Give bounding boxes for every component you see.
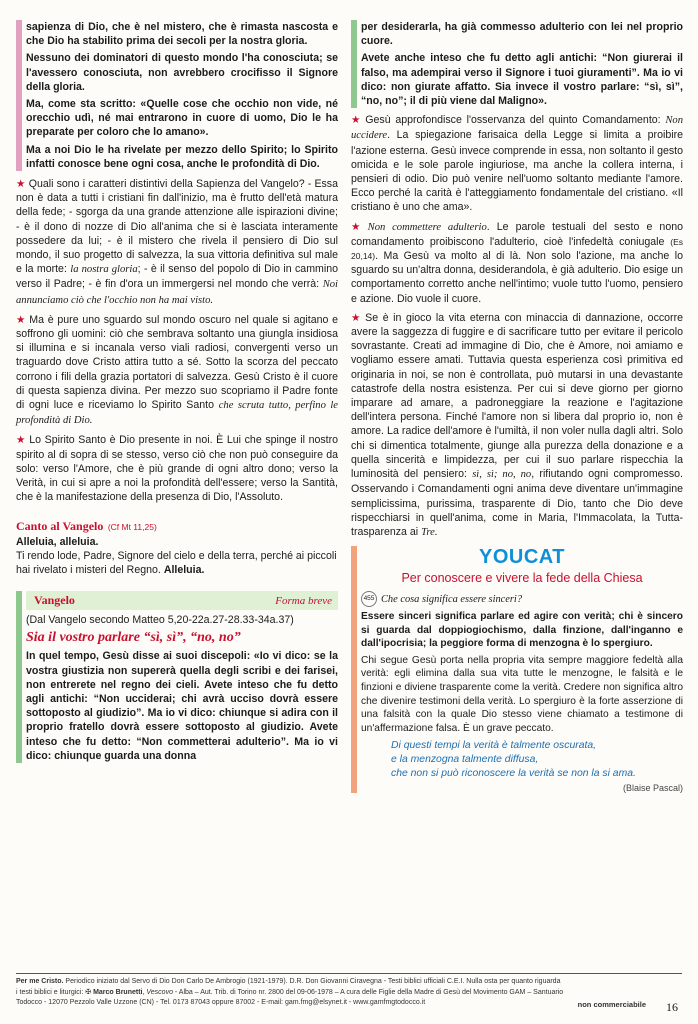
- forma-breve-label: Forma breve: [275, 595, 332, 608]
- right-column: [351, 20, 683, 793]
- commentary-paragraph: ★ Lo Spirito Santo è Dio presente in noi. È Lui che spinge il nostro spirito al di sopra di se stesso, verso ciò che non può conseguire da solo: verso l'Amore, che è più grande di ogni altro dono; verso la Verità, in cui si apre a noi la profondità dell'essere; verso la Santità, che è la manifestazione della presenza di Dio, l'Assoluto.: [16, 434, 339, 504]
- canto-al-vangelo: [16, 517, 338, 578]
- youcat-box: [351, 546, 683, 793]
- star-icon: ★: [351, 311, 363, 324]
- reading-paragraph: Nessuno dei dominatori di questo mondo l'ha conosciuta; se l'avessero conosciuta, non avrebbero crocifisso il Signore della gloria.: [26, 52, 338, 93]
- gospel-text: per desiderarla, ha già commesso adulterio con lei nel proprio cuore.: [361, 21, 683, 48]
- page-number: 16: [666, 1000, 678, 1014]
- star-icon: ★: [16, 178, 26, 191]
- footer-line: Per me Cristo. Periodico iniziato dal Servo di Dio Don Carlo De Ambrogio (1921-1979). D.R. Don Giovanni Ciravegna - Testi biblici ufficiali C.E.I. Nulla osta per quanto riguarda: [16, 978, 561, 985]
- gospel-text: Avete anche inteso che fu detto agli antichi: “Non giurerai il falso, ma adempirai verso il Signore i tuoi giuramenti”. Ma io vi dico: non giurate affatto. Sia invece il vostro parlare: “sì, sì”, “no, no”; il di più viene dal Maligno».: [361, 52, 683, 108]
- star-icon: ★: [16, 313, 27, 326]
- gospel-block: [16, 591, 338, 763]
- orange-sidebar: [351, 546, 357, 793]
- pascal-quote: [361, 739, 683, 793]
- second-reading-block: [16, 20, 338, 171]
- commentary-paragraph: ★ Non commettere adulterio. Le parole testuali del sesto e nono comandamento proibiscono l'adulterio, cioè l'infedeltà coniugale (Es 20,14). Ma Gesù va molto al di là. Non solo l'azione, ma anche lo sguardo su un'altra donna, desiderandola, è già adulterio. Dio esige un comportamento corretto anche nell'intimo; vuole tutto l'uomo, pensiero e azione. Dio vuole il cuore.: [351, 220, 683, 305]
- reading-paragraph: Ma a noi Dio le ha rivelate per mezzo dello Spirito; lo Spirito infatti conosce bene ogni cosa, anche le profondità di Dio.: [26, 143, 338, 170]
- youcat-subtitle: Per conoscere e vivere la fede della Chiesa: [401, 571, 643, 586]
- gospel-title: Sia il vostro parlare “sì, sì”, “no, no”: [26, 630, 241, 646]
- youcat-body: Chi segue Gesù porta nella propria vita sempre maggiore fedeltà alla verità: egli elimina dalla sua vita tutte le menzogne, le falsità e le finzioni e diviene trasparente come la verità. Credere non significa altro che divenire testimoni della verità. Lo spergiuro è la forte asserzione di una falsità con la quale Dio stesso viene chiamato a testimone di un'affermazione falsa. È un grave peccato.: [361, 654, 683, 734]
- commentary-paragraph: ★ Quali sono i caratteri distintivi della Sapienza del Vangelo? - Essa non è data a tutti i cristiani fin dall'inizio, ma è frutto dell'età matura della fede; - sgorga da una grande attenzione alle ispirazioni divine; - è il dono di nozze di Dio all'anima che si è lasciata interamente possedere da lui; - è il mistero che rivela il pensiero di Dio sul mondo, il suo progetto di salvezza, la sua vittoria definitiva sul male e la morte: la nostra gloria; - è il senso del popolo di Dio in cammino verso il Padre; - è fin d'ora un immergersi nel mondo che verrà: Noi annunciamo ciò che l'occhio non ha mai visto.: [16, 178, 338, 306]
- quote-line: e la menzogna talmente diffusa,: [391, 754, 539, 766]
- non-commerciabile-label: non commerciabile: [577, 1000, 646, 1009]
- canto-text: Ti rendo lode, Padre, Signore del cielo e della terra, perché ai piccoli hai rivelato i misteri del Regno. Alleluia.: [16, 549, 337, 576]
- quote-line: Di questi tempi la verità è talmente oscurata,: [391, 740, 597, 752]
- canto-reference: (Cf Mt 11,25): [107, 521, 157, 532]
- green-sidebar: [351, 20, 357, 108]
- footer-line: Todocco - 12070 Pezzolo Valle Uzzone (CN) - Tel. 0173 87043 oppure 87002 - E-mail: gam.fmg@elsynet.it - www.gamfmgtodocco.it: [16, 999, 426, 1006]
- reading-paragraph: Ma, come sta scritto: «Quelle cose che occhio non vide, né orecchio udì, né mai entrarono in cuore di uomo, Dio le ha preparate per coloro che lo amano».: [26, 98, 338, 139]
- alleluia: Alleluia, alleluia.: [16, 535, 99, 548]
- commentary-paragraph: ★ Se è in gioco la vita eterna con minaccia di dannazione, occorre avere la saggezza di fuggire e di sacrificare tutto per evitare il pericolo sovrastante. Creati ad immagine di Dio, che è Amore, noi amiamo e vogliamo essere amati. Tuttavia questa esperienza così primitiva ed originaria in noi, se non è controllata, può mutarsi in una devastante catastrofe della nostra esistenza. Per cui si deve giorno per giorno imparare ad amare, a padroneggiare la reazione e l'agitazione dell'intera persona. Finché l'amore non si libera dal proprio io, non è amore. La radice dell'amore è l'umiltà, il non voler nulla dagli altri. Solo chi si dimentica totalmente, giunge alla purezza della donazione e a quella sincerità e limpidezza, per cui il suo parlare rispecchia la luminosità del pensiero: sì, sì; no, no, rifiutando ogni compromesso. Osservando i Comandamenti ogni anima deve diventare un'immagine semplicissima, purissima, trasparente di Dio, tanto che Dio deve rispecchiarsi in quell'anima, come in Maria, l'Immacolata, la Tutta-trasparenza ai Tre.: [351, 311, 684, 538]
- quote-author: (Blaise Pascal): [622, 783, 683, 794]
- commentary-paragraph: ★ Ma è pure uno sguardo sul mondo oscuro nel quale si agitano e soffrono gli uomini: ciò che sembrava soltanto una giungla insidiosa si illumina e si incanala verso viali radiosi, convergenti verso un traguardo dove Cristo attira tutto a sé. Sotto la scorza del peccato corrono i fili della grazia portatori di salvezza. Gesù Cristo è il cuore di questa sapienza divina. Per mezzo suo scopriamo il Padre fonte di ogni luce e riceviamo lo Spirito Santo che scruta tutto, perfino le profondità di Dio.: [16, 313, 338, 427]
- pink-sidebar: [16, 20, 22, 171]
- footer: [16, 973, 682, 1009]
- youcat-answer: Essere sinceri significa parlare ed agire con verità; chi è sincero si guarda dal doppiogiochismo, dalla finzione, dall'inganno e dall'ipocrisia; la peggiore forma di menzogna è lo spergiuro.: [361, 611, 683, 650]
- star-icon: ★: [351, 114, 363, 127]
- gospel-reference: (Dal Vangelo secondo Matteo 5,20-22a.27-28.33-34a.37): [26, 614, 294, 627]
- gospel-text: In quel tempo, Gesù disse ai suoi discepoli: «Io vi dico: se la vostra giustizia non supererà quella degli scribi e dei farisei, non entrerete nel regno dei cieli. Avete inteso che fu detto agli antichi: “Non ucciderai; chi avrà ucciso dovrà essere sottoposto al giudizio”. Ma io vi dico: chiunque si adira con il proprio fratello dovrà essere sottoposto al giudizio. Avete inteso che fu detto: “Non commetterai adulterio”. Ma io vi dico: chiunque guarda una donna: [26, 650, 338, 762]
- star-icon: ★: [16, 434, 27, 447]
- youcat-question: 455 Che cosa significa essere sinceri?: [361, 591, 683, 607]
- gospel-label: Vangelo: [34, 593, 75, 608]
- gospel-continuation: [351, 20, 683, 108]
- question-number-badge: 455: [361, 591, 377, 607]
- left-column: [16, 20, 338, 766]
- gospel-header: [26, 591, 338, 610]
- canto-title: Canto al Vangelo: [16, 518, 104, 533]
- green-sidebar: [16, 591, 22, 763]
- youcat-logo: YOUCAT: [479, 546, 565, 569]
- reading-paragraph: sapienza di Dio, che è nel mistero, che è rimasta nascosta e che Dio ha stabilito prima dei secoli per la nostra gloria.: [26, 21, 338, 48]
- commentary-paragraph: ★ Gesù approfondisce l'osservanza del quinto Comandamento: Non uccidere. La spiegazione farisaica della Legge si limita a proibire l'azione esterna. Gesù invece comprende in essa, non soltanto il gesto omicida e le sole parole ingiuriose, ma anche la collera interna, i pensieri di odio. Dio può venire nell'uomo soltanto mediante l'amore. Ecco perché la carità è l'atteggiamento fondamentale del cristiano. «Il cristiano è uno che ama».: [351, 114, 683, 214]
- quote-line: che non si può riconoscere la verità se non la si ama.: [391, 768, 636, 780]
- footer-line: i testi biblici e liturgici: ✠ Marco Brunetti, Vescovo - Alba – Aut. Trib. di Torino nr. 2800 del 09-06-1978 – A cura delle Figlie della Madre di Gesù del Movimento GAM – Santuario: [16, 988, 564, 996]
- star-icon: ★: [351, 220, 365, 233]
